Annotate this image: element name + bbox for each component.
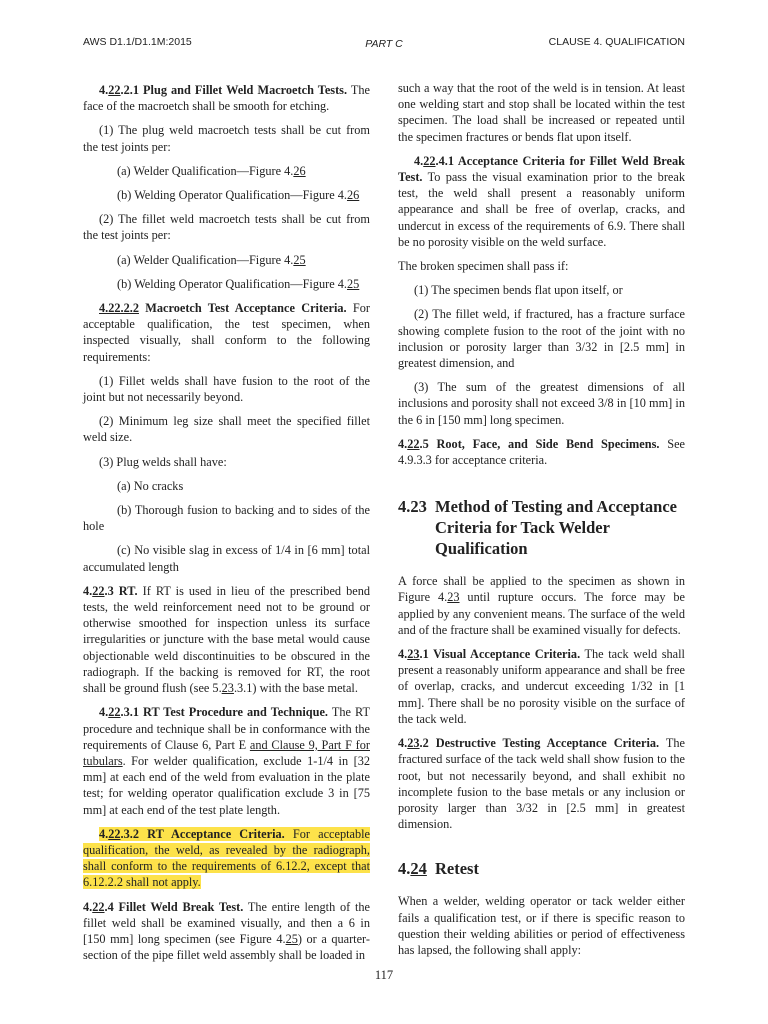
running-header — [0, 36, 768, 52]
section-number: 4.23.1 — [398, 647, 429, 662]
highlight: 4.22.3.2 RT Acceptance Criteria. For acceptable qualification, the weld, as revealed by the radiograph, shall conform to the requirements of 6.12.2, except that 6.12.2.2 shall not apply. — [83, 826, 371, 890]
section-4-22-4-1: 4.22.4.1 Acceptance Criteria for Fillet Weld Break Test. To pass the visual examination prior to the break test, the weld shall present a reasonably uniform appearance and shall be free of overlap, cracks, and undercut in excess of the requirements of 6.9. There shall be no porosity visible on the weld surface. — [398, 153, 685, 249]
header-clause: CLAUSE 4. QUALIFICATION — [548, 36, 685, 48]
header-part: PART C — [365, 38, 403, 50]
section-4-22-3-1: 4.22.3.1 RT Test Procedure and Technique. The RT procedure and technique shall be in conformance with the requirements of Clause 6, Part E and Clause 9, Part F for tubulars. For welder qualification, exclude 1-1/4 in [32 mm] at each end of the weld from evaluation in the plate test; for welding operator qualification exclude 3 in [75 mm] at each end of the test plate length. — [83, 705, 370, 817]
section-title: Acceptance Criteria for Fillet Weld Break Test. — [398, 153, 685, 185]
section-title: RT Acceptance Criteria. — [138, 826, 285, 841]
section-number: 4.23.2 — [398, 736, 429, 751]
section-title: Root, Face, and Side Bend Specimens. — [428, 436, 660, 451]
list-item: (3) The sum of the greatest dimensions of all inclusions and porosity shall not exceed 3/8 in [10 mm] in the 6 in [150 mm] long specimen. — [398, 380, 685, 427]
heading-number: 4.23 — [398, 497, 427, 517]
list-item: (b) Thorough fusion to backing and to sides of the hole — [83, 503, 370, 534]
left-column — [83, 82, 370, 971]
paragraph: (2) Minimum leg size shall meet the specified fillet weld size. — [83, 414, 370, 445]
list-item: (1) The specimen bends flat upon itself, or — [414, 283, 623, 298]
section-text: The face of the macroetch shall be smooth for etching. — [83, 83, 370, 114]
section-number: 4.22.3.2 — [99, 826, 139, 841]
heading-4-24 — [398, 858, 685, 879]
section-4-22-4: 4.22.4 Fillet Weld Break Test. The entire length of the fillet weld shall be examined visually, and then a 6 in [150 mm] long specimen (see Figure 4.25) or a quarter-section of the pipe fillet weld assembly shall be loaded in — [83, 899, 371, 963]
paragraph: (1) The plug weld macroetch tests shall be cut from the test joints per: — [83, 123, 370, 154]
heading-title: Method of Testing and Acceptance Criteria for Tack Welder Qualification — [435, 497, 678, 559]
section-number: 4.22.3.1 — [99, 705, 139, 720]
paragraph: (2) The fillet weld macroetch tests shall be cut from the test joints per: — [83, 212, 370, 243]
list-item: (a) Welder Qualification—Figure 4.26 — [117, 163, 306, 178]
page-number: 117 — [374, 968, 394, 982]
header-standard-id: AWS D1.1/D1.1M:2015 — [83, 36, 192, 48]
section-number: 4.22.3 — [83, 583, 114, 598]
section-4-22-3-2-highlighted — [83, 826, 370, 891]
paragraph: (3) Plug welds shall have: — [99, 454, 227, 469]
section-number: 4.22.4.1 — [414, 153, 454, 168]
list-item: (c) No visible slag in excess of 1/4 in [6 mm] total accumulated length — [83, 543, 370, 574]
section-title: Visual Acceptance Criteria. — [428, 647, 581, 662]
section-4-22-2-1 — [83, 82, 370, 114]
section-number: 4.22.2.1 — [99, 83, 139, 97]
section-title: Fillet Weld Break Test. — [113, 899, 244, 914]
paragraph: (1) Fillet welds shall have fusion to the root of the joint but not necessarily beyond. — [83, 373, 370, 405]
heading-4-23 — [398, 496, 685, 559]
list-item: (b) Welding Operator Qualification—Figure 4.26 — [117, 188, 360, 203]
section-title: Destructive Testing Acceptance Criteria. — [428, 736, 660, 751]
heading-number: 4.24 — [398, 859, 427, 879]
section-text: For acceptable qualification, the test specimen, when inspected visually, shall conform to the following requirements: — [83, 301, 370, 364]
list-item: (a) Welder Qualification—Figure 4.25 — [117, 252, 306, 267]
paragraph: When a welder, welding operator or tack welder either fails a qualification test, or if there is specific reason to question their welding abilities or period of effectiveness has lapsed, the following shall apply: — [398, 894, 685, 957]
section-number: 4.22.2.2 — [99, 301, 139, 316]
list-item: (2) The fillet weld, if fractured, has a fracture surface showing complete fusion to the root of the joint with no inclusion or porosity larger than 3/32 in [2.5 mm] in greatest dimension, and — [398, 307, 685, 371]
section-title: Macroetch Test Acceptance Criteria. — [138, 301, 347, 316]
heading-title: Retest — [435, 859, 479, 879]
section-title: RT Test Procedure and Technique. — [138, 705, 328, 720]
section-4-22-2-2 — [83, 300, 370, 365]
paragraph: The broken specimen shall pass if: — [398, 259, 569, 274]
section-title: RT. — [113, 583, 138, 598]
section-title: Plug and Fillet Weld Macroetch Tests. — [138, 83, 348, 97]
section-4-23-1: 4.23.1 Visual Acceptance Criteria. The tack weld shall present a reasonably uniform appearance and shall be free of overlap, cracks, and undercut exceeding 1/32 in [1 mm]. There shall be no porosity visible on the surface of the tack weld. — [398, 647, 685, 726]
section-number: 4.22.4 — [83, 899, 114, 914]
section-number: 4.22.5 — [398, 436, 429, 451]
list-item: (a) No cracks — [117, 478, 184, 493]
paragraph-continued: such a way that the root of the weld is in tension. At least one welding start and stop shall be located within the test specimen. The load shall be increased or repeated until the specimen fractures or bends flat upon itself. — [398, 81, 685, 144]
paragraph: A force shall be applied to the specimen as shown in Figure 4.23 until rupture occurs. The force may be applied by any convenient means. The surface of the weld and of the fracture shall be examined visually for defects. — [398, 574, 685, 637]
section-4-22-5: 4.22.5 Root, Face, and Side Bend Specimens. See 4.9.3.3 for acceptance criteria. — [398, 436, 685, 468]
right-column — [398, 80, 685, 966]
list-item: (b) Welding Operator Qualification—Figure 4.25 — [117, 276, 360, 291]
section-4-23-2: 4.23.2 Destructive Testing Acceptance Criteria. The fractured surface of the tack weld shall show fusion to the root, but not necessarily beyond, and shall exhibit no incomplete fusion to the base metals or any inclusion or porosity larger than 3/32 in [2.5 mm] in greatest dimension. — [398, 736, 685, 832]
section-4-22-3: 4.22.3 RT. If RT is used in lieu of the prescribed bend tests, the weld reinforcement need not to be ground or otherwise smoothed for inspection unless its surface irregularities or juncture with the base metal would cause objectionable weld discontinuities to be obscured in the radiograph. If the backing is removed for RT, the root shall be ground flush (see 5.23.3.1) with the base metal. — [83, 583, 370, 696]
